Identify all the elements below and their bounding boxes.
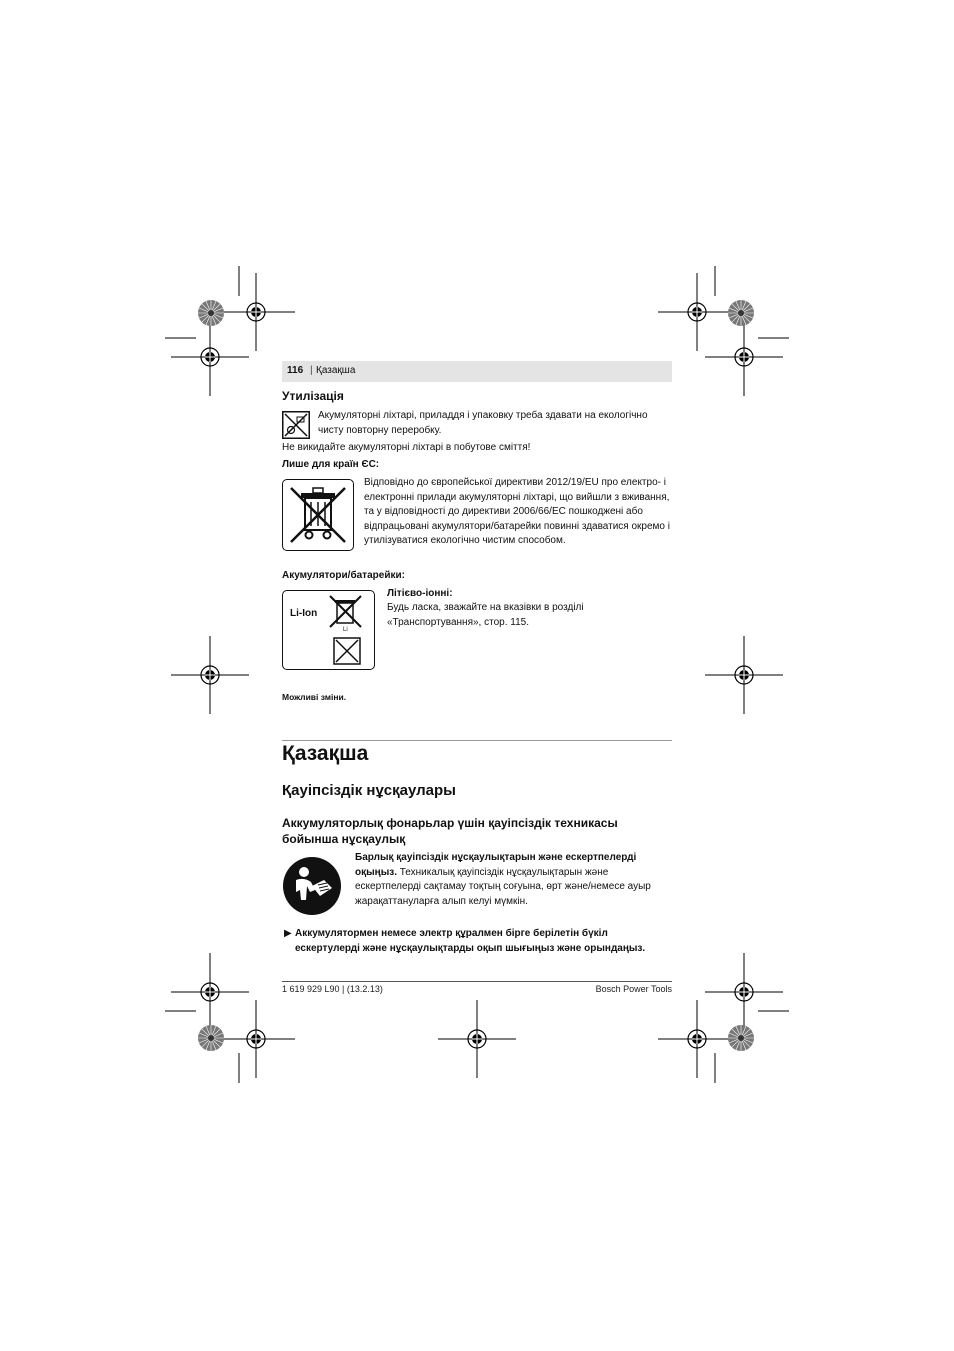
footer-rule xyxy=(282,981,672,982)
disposal-title: Утилізація xyxy=(282,389,344,403)
crossed-bin-icon xyxy=(282,479,354,551)
registration-mark-icon xyxy=(217,273,295,351)
li-ion-heading: Літієво-іонні: xyxy=(387,588,453,599)
subsection-title: Аккумуляторлық фонарьлар үшін қауіпсіздік техникасы бойынша нұсқаулық xyxy=(282,816,618,846)
disposal-warning: Не викидайте акумуляторні ліхтарі в побутове сміття! xyxy=(282,442,531,453)
changes-note: Можливі зміни. xyxy=(282,692,347,702)
eu-heading: Лише для країн ЄС: xyxy=(282,459,380,470)
color-wheel-icon xyxy=(728,300,754,326)
recycle-icon xyxy=(282,411,310,439)
eu-text: Відповідно до європейської директиви 2012/19/EU про електро- і електронні прилади акумуляторні ліхтарі, що вийшли з вживання, та у відповідності до директиви 2006/66/EC пошкоджені або відпрацьовані акумулятори/батарейки повинні здаватися окремо і утилізуватися екологічно чистим способом. xyxy=(364,477,670,546)
read-manual-icon xyxy=(282,856,342,916)
color-wheel-icon xyxy=(728,1025,754,1051)
li-ion-text: Будь ласка, зважайте на вказівки в розділі «Транспортування», стор. 115. xyxy=(387,602,584,628)
li-icon-sub: Li xyxy=(343,627,348,633)
read-warning-text: Техникалық қауіпсіздік нұсқаулықтарын және ескертпелерді сақтамау тоқтың соғуына, өрт және/немесе ауыр жарақаттануларға алып келуі мүмкін. xyxy=(355,866,651,907)
safety-title: Қауіпсіздік нұсқаулары xyxy=(282,782,456,799)
color-wheel-icon xyxy=(198,1025,224,1051)
section-title: Қазақша xyxy=(282,742,369,765)
registration-mark-icon xyxy=(171,318,249,396)
read-warning-bold: Барлық қауіпсіздік нұсқаулықтарын және ескертпелерді оқыңыз. xyxy=(355,852,637,878)
footer-left: 1 619 929 L90 | (13.2.13) xyxy=(282,984,383,994)
registration-mark-icon xyxy=(658,1000,736,1078)
registration-mark-icon xyxy=(217,1000,295,1078)
registration-mark-icon xyxy=(705,318,783,396)
page-number: 116 xyxy=(287,365,304,376)
disposal-intro: Акумуляторні ліхтарі, приладдя і упаковку треба здавати на екологічно чисту повторну переробку. xyxy=(318,410,648,436)
registration-mark-icon xyxy=(658,273,736,351)
li-ion-battery-icon xyxy=(282,590,375,670)
registration-mark-icon xyxy=(438,1000,516,1078)
page-header xyxy=(282,361,672,382)
bullet-text: Аккумулятормен немесе электр құралмен бірге берілетін бүкіл ескертулерді және нұсқаулықтарды оқып шығыңыз және орындаңыз. xyxy=(295,928,646,954)
registration-mark-icon xyxy=(171,953,249,1031)
registration-mark-icon xyxy=(705,953,783,1031)
registration-mark-icon xyxy=(171,636,249,714)
batteries-heading: Акумулятори/батарейки: xyxy=(282,570,405,581)
registration-mark-icon xyxy=(705,636,783,714)
color-wheel-icon xyxy=(198,300,224,326)
header-separator: | xyxy=(310,365,313,376)
bullet-marker: ▶ xyxy=(284,928,292,939)
header-language: Қазақша xyxy=(316,365,356,376)
footer-right: Bosch Power Tools xyxy=(595,984,672,994)
section-divider xyxy=(282,740,672,741)
read-warning xyxy=(355,851,672,909)
li-ion-icon-label: Li-Ion xyxy=(290,608,318,619)
